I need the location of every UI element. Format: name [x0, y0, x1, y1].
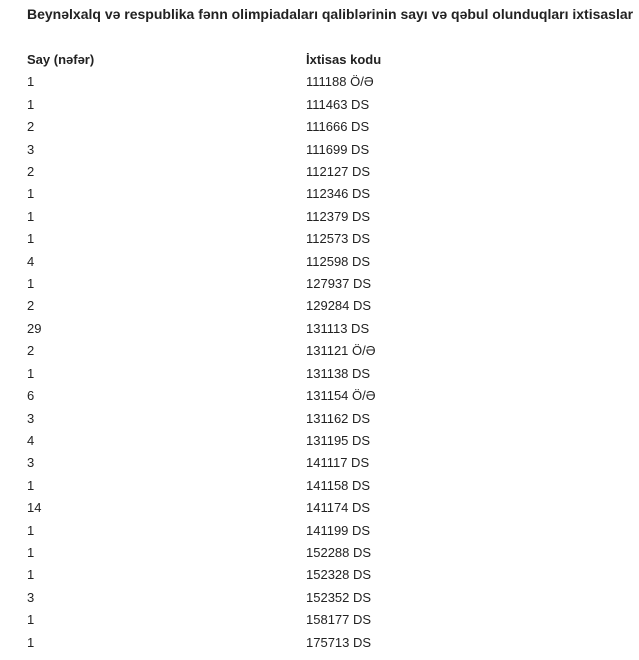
header-specialty-code: İxtisas kodu: [306, 52, 382, 67]
row-count: 1: [27, 74, 35, 90]
row-specialty-code: 127937 DS: [306, 276, 372, 292]
row-specialty-code: 131195 DS: [306, 432, 371, 448]
row-count: 1: [27, 477, 35, 493]
row-count: 2: [27, 119, 35, 135]
table-row: [27, 363, 606, 385]
row-count: 1: [27, 208, 35, 224]
row-count: 1: [27, 96, 35, 112]
table-body: [27, 71, 606, 654]
table-row: [27, 564, 606, 586]
row-specialty-code: 131138 DS: [306, 365, 371, 381]
row-specialty-code: 112379 DS: [306, 208, 371, 224]
row-count: 1: [27, 544, 35, 560]
row-count: 29: [27, 320, 42, 336]
table-row: [27, 161, 606, 183]
row-specialty-code: 111188 Ö/Ə: [306, 74, 374, 90]
table-row: [27, 94, 606, 116]
row-count: 1: [27, 186, 35, 202]
table-row: [27, 452, 606, 474]
table-row: [27, 408, 606, 430]
row-specialty-code: 131154 Ö/Ə: [306, 388, 376, 404]
row-count: 4: [27, 253, 35, 269]
header-count: Say (nəfər): [27, 52, 95, 67]
table-row: [27, 385, 606, 407]
row-specialty-code: 112346 DS: [306, 186, 371, 202]
row-specialty-code: 112573 DS: [306, 231, 371, 247]
row-specialty-code: 131121 Ö/Ə: [306, 343, 376, 359]
row-count: 2: [27, 298, 35, 314]
row-count: 1: [27, 567, 35, 583]
row-count: 6: [27, 388, 35, 404]
row-count: 1: [27, 365, 35, 381]
table-row: [27, 430, 606, 452]
row-count: 3: [27, 589, 35, 605]
table-row: [27, 71, 606, 93]
table-row: [27, 340, 606, 362]
row-specialty-code: 141158 DS: [306, 477, 371, 493]
table-row: [27, 475, 606, 497]
table-row: [27, 520, 606, 542]
row-specialty-code: 111666 DS: [306, 119, 370, 135]
page-title: Beynəlxalq və respublika fənn olimpiadaları qaliblərinin sayı və qəbul olunduqları ixtisaslar: [27, 6, 634, 22]
table-row: [27, 183, 606, 205]
table-row: [27, 587, 606, 609]
row-specialty-code: 131113 DS: [306, 320, 370, 336]
row-specialty-code: 131162 DS: [306, 410, 371, 426]
row-specialty-code: 112127 DS: [306, 164, 371, 180]
row-count: 1: [27, 231, 35, 247]
olympiad-winners-table: [27, 49, 606, 654]
row-specialty-code: 129284 DS: [306, 298, 372, 314]
row-specialty-code: 152288 DS: [306, 544, 372, 560]
row-specialty-code: 141174 DS: [306, 500, 371, 516]
row-count: 1: [27, 522, 35, 538]
row-count: 3: [27, 455, 35, 471]
table-row: [27, 609, 606, 631]
row-specialty-code: 111699 DS: [306, 141, 370, 157]
table-row: [27, 228, 606, 250]
row-count: 1: [27, 276, 35, 292]
table-row: [27, 273, 606, 295]
row-specialty-code: 175713 DS: [306, 634, 372, 650]
table-row: [27, 139, 606, 161]
table-row: [27, 116, 606, 138]
table-header-row: [27, 49, 606, 71]
row-specialty-code: 158177 DS: [306, 612, 372, 628]
table-row: [27, 632, 606, 654]
row-specialty-code: 141199 DS: [306, 522, 371, 538]
table-row: [27, 251, 606, 273]
row-count: 1: [27, 634, 35, 650]
row-count: 2: [27, 164, 35, 180]
table-row: [27, 295, 606, 317]
row-specialty-code: 112598 DS: [306, 253, 371, 269]
row-count: 14: [27, 500, 42, 516]
row-specialty-code: 152352 DS: [306, 589, 372, 605]
table-row: [27, 542, 606, 564]
table-row: [27, 497, 606, 519]
table-row: [27, 318, 606, 340]
row-count: 4: [27, 432, 35, 448]
row-specialty-code: 111463 DS: [306, 96, 370, 112]
row-count: 1: [27, 612, 35, 628]
row-specialty-code: 152328 DS: [306, 567, 372, 583]
row-specialty-code: 141117 DS: [306, 455, 370, 471]
row-count: 3: [27, 141, 35, 157]
table-row: [27, 206, 606, 228]
row-count: 2: [27, 343, 35, 359]
row-count: 3: [27, 410, 35, 426]
